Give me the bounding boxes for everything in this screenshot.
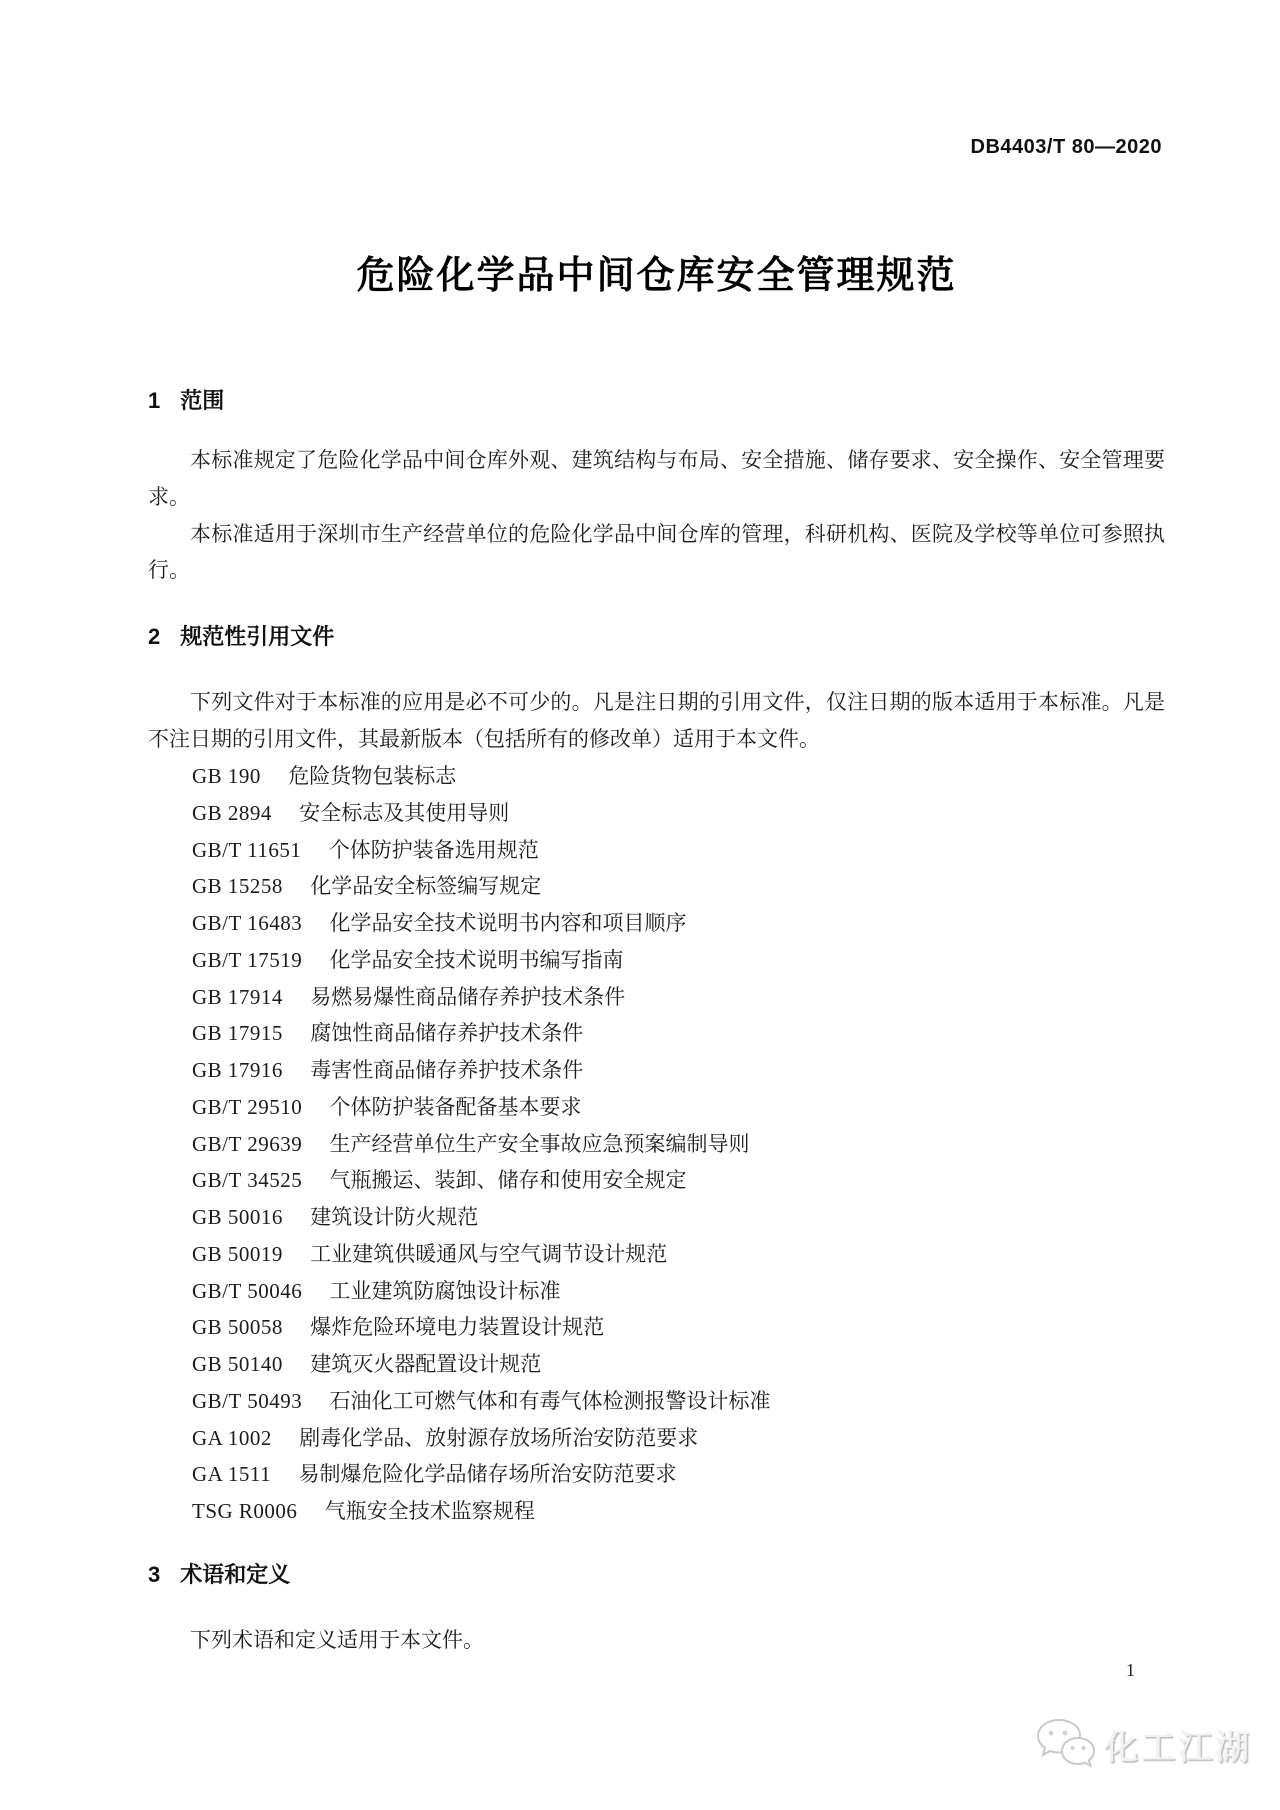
reference-code: GB 190: [192, 764, 261, 788]
reference-item: [192, 1162, 1165, 1199]
wechat-bubbles-icon: [1034, 1716, 1096, 1772]
reference-item: [192, 1493, 1165, 1530]
section-2-heading: [148, 620, 334, 651]
reference-code: GB 17914: [192, 984, 283, 1009]
reference-title: 生产经营单位生产安全事故应急预案编制导则: [329, 1131, 750, 1156]
reference-item: [192, 905, 1165, 942]
reference-code: TSG R0006: [192, 1499, 298, 1523]
reference-code: GB 15258: [192, 874, 283, 899]
section-1-paragraph-2: 本标准适用于深圳市生产经营单位的危险化学品中间仓库的管理，科研机构、医院及学校等单位可参照执行。: [148, 521, 1165, 583]
reference-item: [192, 868, 1165, 905]
reference-title: 个体防护装备配备基本要求: [329, 1094, 582, 1119]
reference-code: GB 50019: [192, 1241, 283, 1266]
reference-title: 毒害性商品储存养护技术条件: [310, 1058, 584, 1082]
reference-code: GB/T 50046: [192, 1278, 303, 1303]
reference-item: [192, 1456, 1165, 1493]
section-2-intro-paragraph: 下列文件对于本标准的应用是必不可少的。凡是注日期的引用文件，仅注日期的版本适用于本标准。凡是不注日期的引用文件，其最新版本（包括所有的修改单）适用于本文件。: [148, 690, 1165, 751]
section-1-number: 1: [148, 388, 161, 413]
reference-title: 气瓶搬运、装卸、储存和使用安全规定: [329, 1168, 687, 1193]
reference-code: GB/T 29639: [192, 1131, 303, 1156]
reference-code: GB 17916: [192, 1058, 283, 1082]
section-1-paragraph-1: 本标准规定了危险化学品中间仓库外观、建筑结构与布局、安全措施、储存要求、安全操作、安全管理要求。: [148, 448, 1165, 509]
reference-item: [192, 1420, 1165, 1457]
reference-code: GB/T 29510: [192, 1094, 303, 1119]
reference-code: GB 50058: [192, 1315, 283, 1340]
standard-code-header: DB4403/T 80—2020: [970, 136, 1162, 158]
reference-title: 剧毒化学品、放射源存放场所治安防范要求: [299, 1425, 699, 1450]
reference-title: 建筑灭火器配置设计规范: [310, 1352, 542, 1376]
section-3-paragraph-1: 下列术语和定义适用于本文件。: [190, 1628, 484, 1652]
reference-title: 易燃易爆性商品储存养护技术条件: [310, 984, 626, 1009]
reference-title: 个体防护装备选用规范: [328, 837, 539, 862]
reference-title: 化学品安全标签编写规定: [310, 874, 542, 899]
reference-title: 化学品安全技术说明书内容和项目顺序: [329, 911, 687, 935]
reference-item: [192, 979, 1165, 1016]
reference-item: [192, 1273, 1165, 1310]
section-3-label: 术语和定义: [180, 1562, 291, 1587]
page-number: 1: [1126, 1660, 1135, 1680]
reference-item: [192, 832, 1165, 869]
reference-item: [192, 1199, 1165, 1236]
section-2-intro: [148, 684, 1165, 758]
reference-item: [192, 1383, 1165, 1420]
reference-code: GB/T 34525: [192, 1168, 303, 1193]
section-1-body: [148, 442, 1165, 589]
reference-item: [192, 1309, 1165, 1346]
reference-item: [192, 758, 1165, 795]
reference-code: GA 1511: [192, 1462, 272, 1487]
reference-code: GB/T 17519: [192, 947, 303, 972]
reference-title: 危险货物包装标志: [288, 764, 457, 788]
section-3-heading: [148, 1558, 290, 1589]
reference-code: GB/T 11651: [192, 837, 302, 862]
reference-title: 腐蚀性商品储存养护技术条件: [310, 1021, 584, 1046]
reference-code: GB 50016: [192, 1205, 283, 1229]
reference-code: GB 17915: [192, 1021, 283, 1046]
reference-code: GB/T 50493: [192, 1388, 303, 1413]
reference-code: GA 1002: [192, 1425, 272, 1450]
reference-title: 安全标志及其使用导则: [299, 800, 510, 825]
reference-title: 工业建筑防腐蚀设计标准: [329, 1278, 561, 1303]
section-2-number: 2: [148, 624, 161, 649]
reference-title: 化学品安全技术说明书编写指南: [329, 947, 624, 972]
reference-item: [192, 1015, 1165, 1052]
section-1-label: 范围: [180, 388, 225, 413]
section-2-label: 规范性引用文件: [180, 624, 335, 649]
reference-title: 石油化工可燃气体和有毒气体检测报警设计标准: [329, 1388, 771, 1413]
reference-title: 工业建筑供暖通风与空气调节设计规范: [310, 1241, 668, 1266]
reference-code: GB 50140: [192, 1352, 283, 1376]
reference-item: [192, 1236, 1165, 1273]
document-title: 危险化学品中间仓库安全管理规范: [356, 255, 957, 297]
reference-item: [192, 1346, 1165, 1383]
reference-item: [192, 1052, 1165, 1089]
reference-title: 气瓶安全技术监察规程: [324, 1499, 535, 1523]
reference-item: [192, 942, 1165, 979]
reference-item: [192, 1089, 1165, 1126]
reference-item: [192, 795, 1165, 832]
reference-code: GB 2894: [192, 800, 272, 825]
reference-title: 爆炸危险环境电力装置设计规范: [310, 1315, 605, 1340]
watermark: [1034, 1716, 1252, 1772]
reference-item: [192, 1126, 1165, 1163]
reference-title: 易制爆危险化学品储存场所治安防范要求: [298, 1462, 677, 1487]
section-1-heading: [148, 384, 224, 415]
watermark-label: 化工江湖: [1104, 1728, 1252, 1767]
reference-title: 建筑设计防火规范: [310, 1205, 479, 1229]
reference-code: GB/T 16483: [192, 911, 303, 935]
normative-references-list: [148, 758, 1165, 1530]
section-3-number: 3: [148, 1562, 161, 1587]
section-3-body: [148, 1622, 1165, 1659]
